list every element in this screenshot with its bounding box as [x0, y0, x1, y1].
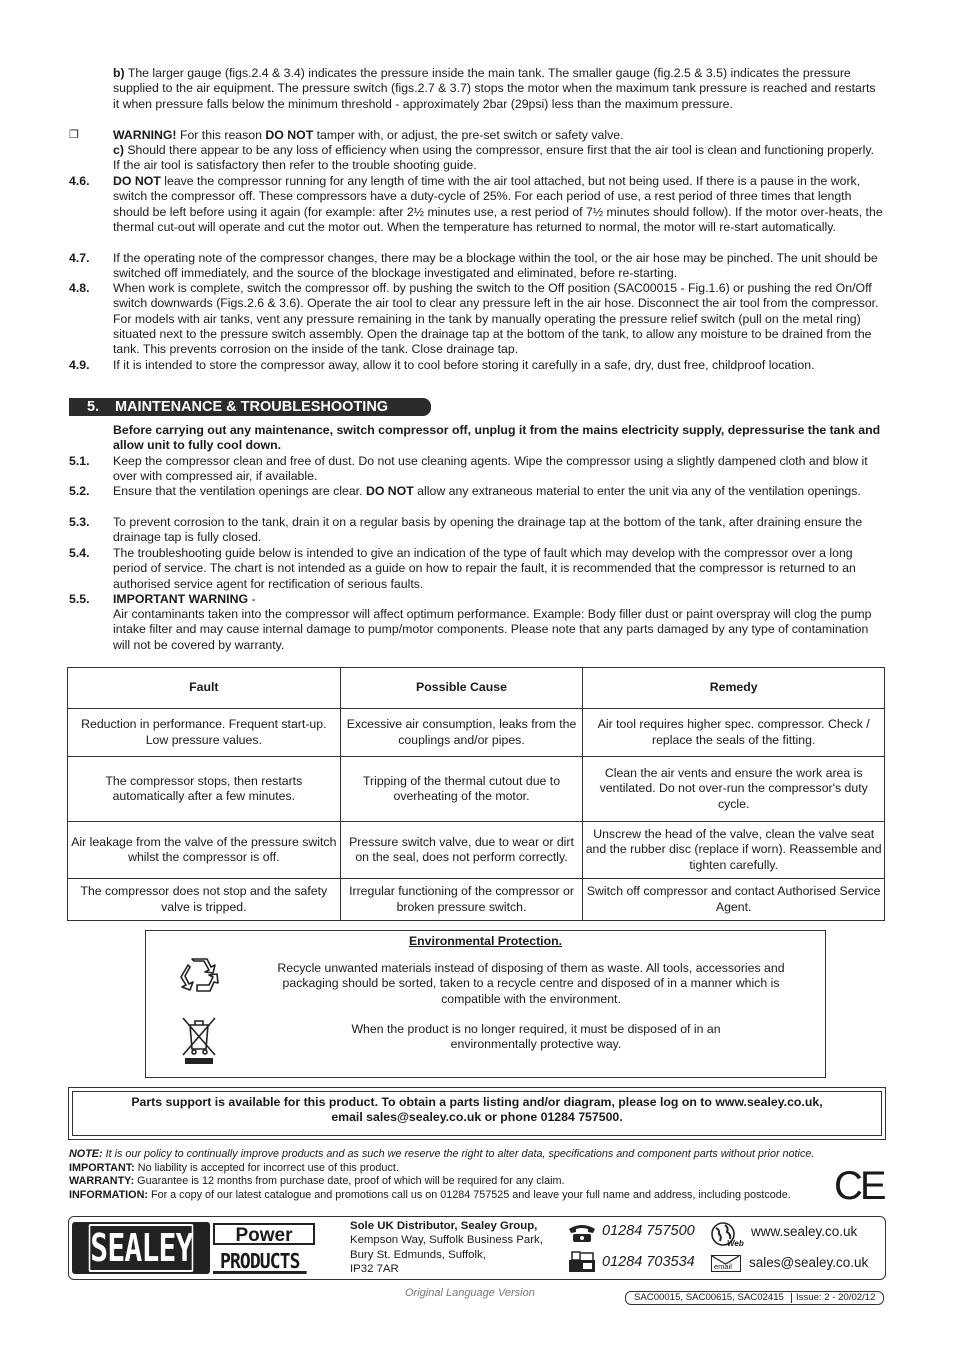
paragraph-b: b) The larger gauge (figs.2.4 & 3.4) indicates the pressure inside the main tank. The smaller gauge (fig.2.5 & 3.5) indicates the pressure supplied to the air equipment. The pressure switch (figs.2.7 & 3.7) stops the motor when the maximum tank pressure is reached and restarts it when pressure falls below the minimum threshold - approximately 2bar (29psi) less than the maximum pressure.	[113, 66, 876, 111]
environmental-protection-box	[145, 930, 826, 1078]
table-cell: Pressure switch valve, due to wear or dirt on the seal, does not perform correctly.	[340, 822, 583, 879]
legal-notes	[69, 1148, 849, 1202]
logo-power: Power	[213, 1223, 315, 1245]
warning-bullet: ❐	[69, 129, 79, 141]
section-number-4-6: 4.6.	[69, 174, 90, 188]
distributor-address	[350, 1219, 543, 1277]
table-header-row	[68, 668, 885, 709]
information-line: INFORMATION: For a copy of our latest catalogue and promotions call us on 01284 757525 and leave your full name and address, including postcode.	[69, 1188, 791, 1201]
sealey-logo	[72, 1222, 210, 1274]
parts-support-box	[68, 1087, 886, 1140]
paragraph-5-4: The troubleshooting guide below is intended to give an indication of the type of fault which may develop with the compressor over a long period of service. The chart is not intended as a guide on how to repair the fault, it is recommended that the compressor is returned to an authorised service agent for rectification of serious faults.	[113, 546, 856, 591]
weee-bin-icon	[180, 1015, 218, 1065]
footer-box	[68, 1216, 886, 1280]
model-numbers: SAC00015, SAC00615, SAC02415	[634, 1292, 784, 1303]
recycle-icon	[178, 955, 220, 997]
parts-support-line1: Parts support is available for this product. To obtain a parts listing and/or diagram, please log on to www.sealey.co.uk,	[131, 1095, 823, 1109]
paragraph-c: c) Should there appear to be any loss of efficiency when using the compressor, ensure first that the air tool is clean and functioning properly. If the air tool is satisfactory then refer to the trouble shooting guide.	[113, 143, 875, 173]
email-icon	[711, 1255, 741, 1272]
section-number-5-4: 5.4.	[69, 546, 90, 560]
header-remedy: Remedy	[583, 668, 885, 709]
address-line: Kempson Way, Suffolk Business Park,	[350, 1234, 543, 1247]
table-row	[68, 822, 885, 879]
email-label: email	[714, 1262, 732, 1271]
email-link[interactable]: sales@sealey.co.uk	[749, 1255, 869, 1270]
warranty-line: WARRANTY: Guarantee is 12 months from purchase date, proof of which will be required for any claim.	[69, 1175, 565, 1187]
original-language-note: Original Language Version	[405, 1287, 535, 1299]
warning-paragraph: WARNING! For this reason DO NOT tamper with, or adjust, the pre-set switch or safety valve.	[113, 128, 624, 142]
website-link[interactable]: www.sealey.co.uk	[751, 1224, 858, 1239]
paragraph-4-9: If it is intended to store the compressor away, allow it to cool before storing it carefully in a safe, dry, dust free, childproof location.	[113, 358, 815, 372]
web-label: Web	[727, 1239, 744, 1248]
phone-number: 01284 757500	[602, 1223, 695, 1239]
section-heading-text: MAINTENANCE & TROUBLESHOOTING	[115, 399, 389, 415]
table-cell: Air tool requires higher spec. compressor. Check / replace the seals of the fitting.	[583, 709, 885, 757]
address-line: IP32 7AR	[350, 1263, 399, 1276]
paragraph-5-1: Keep the compressor clean and free of dust. Do not use cleaning agents. Wipe the compressor using a slightly dampened cloth and blow it over with compressed air, if available.	[113, 454, 868, 484]
section-heading-maintenance	[69, 398, 431, 416]
paragraph-4-7: If the operating note of the compressor changes, there may be a blockage within the tool, or the air hose may be pinched. The unit should be switched off immediately, and the source of the blockage investigated and eliminated, before re-starting.	[113, 251, 878, 281]
paragraph-4-8: When work is complete, switch the compressor off. by pushing the switch to the Off position (SAC00015 - Fig.1.6) or pushing the red On/Off switch downwards (Figs.2.6 & 3.6). Operate the air tool to clear any pressure left in the air hose. Disconnect the air tool from the compressor. For models with air tanks, vent any pressure remaining in the tank by manually operating the pressure relief switch (pull on the metal ring) situated next to the pressure switch assembly. Open the drainage tap at the bottom of the tank, to allow any moisture to be drained from the tank. This prevents corrosion on the inside of the tank. Close drainage tap.	[113, 281, 879, 357]
reference-divider	[791, 1293, 792, 1303]
table-row	[68, 757, 885, 822]
note-line: NOTE: It is our policy to continually improve products and as such we reserve the right to alter data, specifications and component parts without prior notice.	[69, 1148, 815, 1160]
logo-brand: SEALEY	[90, 1226, 193, 1270]
paragraph-4-6: DO NOT leave the compressor running for any length of time with the air tool attached, but not being used. If there is a pause in the work, switch the compressor off. These compressors have a duty-cycle of 25%. For each period of use, a rest period of three times that length should be left before using it again (for example: after 2½ minutes use, a rest period of 7½ minutes should follow). If the motor over-heats, the thermal cut-out will operate and cut the motor out. When the temperature has returned to normal, the motor will re-start automatically.	[113, 174, 883, 234]
section-number-4-8: 4.8.	[69, 281, 90, 295]
table-row	[68, 709, 885, 757]
issue-number: Issue: 2 - 20/02/12	[796, 1292, 876, 1303]
table-cell: Irregular functioning of the compressor or broken pressure switch.	[340, 879, 583, 921]
table-row	[68, 879, 885, 921]
environmental-title: Environmental Protection.	[408, 934, 563, 948]
section-number-5-2: 5.2.	[69, 484, 90, 498]
paragraph-5-5: Air contaminants taken into the compressor will affect optimum performance. Example: Body filler dust or paint overspray will clog the pump intake filter and may cause internal damage to pump/motor components. Please note that any parts damaged by any type of contamination will not be covered by warranty.	[113, 607, 872, 652]
ce-mark: CE	[834, 1164, 884, 1208]
paragraph-5-3: To prevent corrosion to the tank, drain it on a regular basis by opening the drainage tap at the bottom of the tank, after draining ensure the drainage tap is fully closed.	[113, 515, 863, 545]
address-line: Bury St. Edmunds, Suffolk,	[350, 1248, 486, 1261]
maintenance-intro: Before carrying out any maintenance, switch compressor off, unplug it from the mains electricity supply, depressurise the tank and allow unit to fully cool down.	[113, 423, 881, 453]
distributor-name: Sole UK Distributor, Sealey Group,	[350, 1220, 538, 1232]
section-number-5-5: 5.5.	[69, 592, 90, 606]
section-number-5-1: 5.1.	[69, 454, 90, 468]
section-number-4-9: 4.9.	[69, 358, 90, 372]
section-heading-number: 5.	[87, 399, 100, 415]
header-fault: Fault	[68, 668, 341, 709]
table-cell: Excessive air consumption, leaks from the couplings and/or pipes.	[340, 709, 583, 757]
logo-products: PRODUCTS	[213, 1248, 307, 1274]
table-cell: Clean the air vents and ensure the work area is ventilated. Do not over-run the compressor's duty cycle.	[583, 757, 885, 822]
table-cell: Reduction in performance. Frequent start-up. Low pressure values.	[68, 709, 341, 757]
recycle-text: Recycle unwanted materials instead of disposing of them as waste. All tools, accessories and packaging should be sorted, taken to a recycle centre and disposed of in a manner which is compatible with the environment.	[277, 961, 785, 1006]
table-cell: Switch off compressor and contact Authorised Service Agent.	[583, 879, 885, 921]
telephone-icon	[567, 1223, 597, 1243]
important-line: IMPORTANT: No liability is accepted for incorrect use of this product.	[69, 1161, 399, 1174]
table-cell: Air leakage from the valve of the pressure switch whilst the compressor is off.	[68, 822, 341, 879]
table-cell: The compressor stops, then restarts automatically after a few minutes.	[68, 757, 341, 822]
parts-support-line2: email sales@sealey.co.uk or phone 01284 757500.	[331, 1110, 623, 1125]
section-number-5-3: 5.3.	[69, 515, 90, 529]
table-cell: Tripping of the thermal cutout due to overheating of the motor.	[340, 757, 583, 822]
header-possible-cause: Possible Cause	[340, 668, 583, 709]
document-reference	[625, 1291, 884, 1305]
fax-icon	[567, 1250, 597, 1274]
fax-number: 01284 703534	[602, 1254, 695, 1270]
disposal-text: When the product is no longer required, it must be disposed of in an environmentally protective way.	[351, 1022, 721, 1052]
table-cell: Unscrew the head of the valve, clean the valve seat and the rubber disc (replace if worn). Reassemble and tighten carefully.	[583, 822, 885, 879]
section-number-4-7: 4.7.	[69, 251, 90, 265]
paragraph-5-2: Ensure that the ventilation openings are clear. DO NOT allow any extraneous material to enter the unit via any of the ventilation openings.	[113, 484, 861, 498]
paragraph-5-5-lead: IMPORTANT WARNING -	[113, 592, 256, 606]
parts-support-inner	[72, 1091, 882, 1136]
troubleshooting-table	[67, 667, 885, 921]
table-cell: The compressor does not stop and the safety valve is tripped.	[68, 879, 341, 921]
